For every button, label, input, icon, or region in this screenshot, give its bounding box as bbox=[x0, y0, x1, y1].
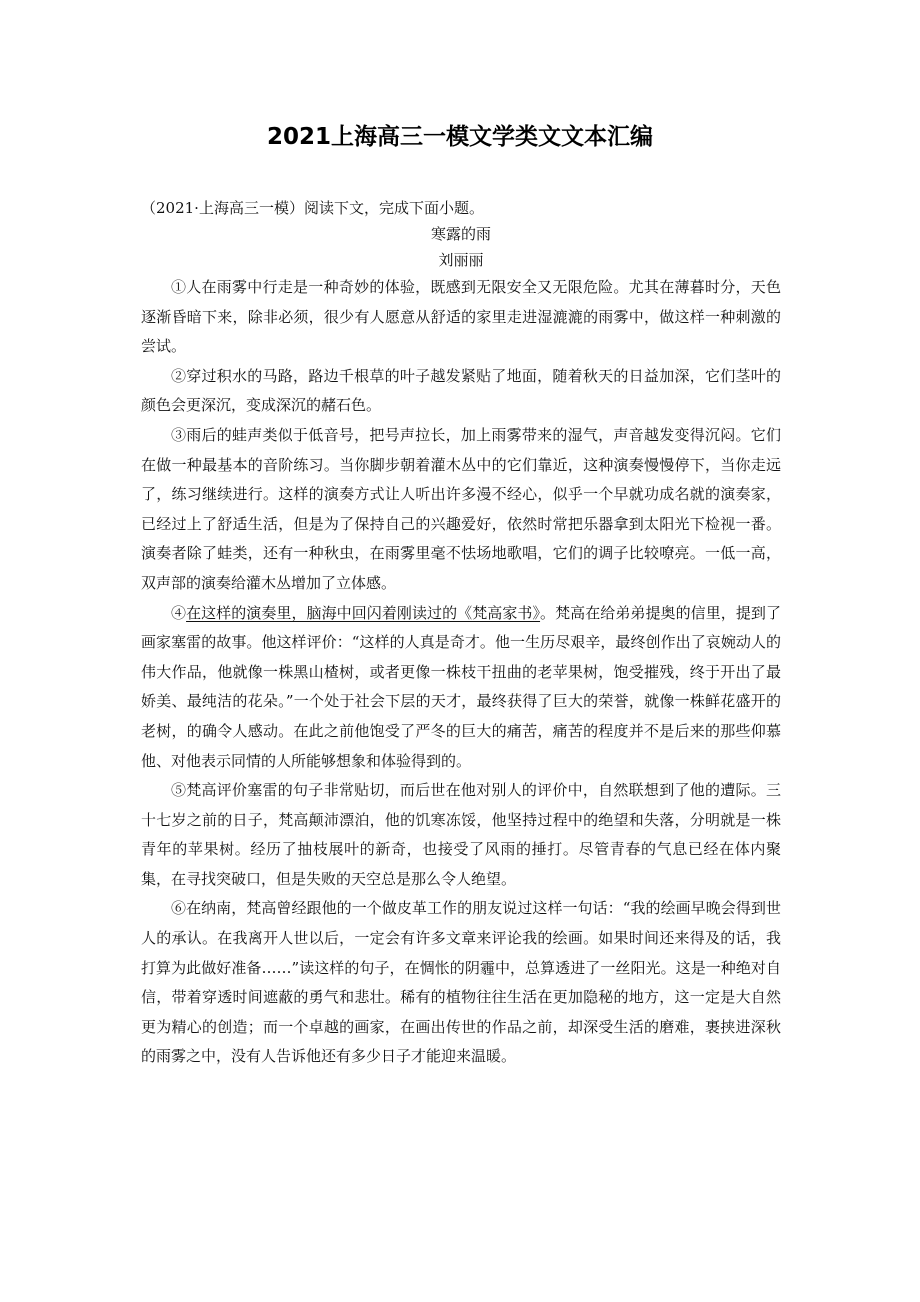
paragraph-number: ⑥ bbox=[171, 899, 187, 918]
paragraph-1 bbox=[141, 273, 781, 362]
paragraph-text: 。梵高在给弟弟提奥的信里，提到了画家塞雷的故事。他这样评价：“这样的人真是奇才。他一生历尽艰辛，最终创作出了哀婉动人的伟大作品，他就像一株黑山楂树，或者更像一株枝干扭曲的老苹果树，饱受摧残，终于开出了最娇美、最纯洁的花朵。”一个处于社会下层的天才，最终获得了巨大的荣誉，就像一株鲜花盛开的老树，的确令人感动。在此之前他饱受了严冬的巨大的痛苦，痛苦的程度并不是后来的那些仰慕他、对他表示同情的人所能够想象和体验得到的。 bbox=[141, 603, 781, 770]
article-body bbox=[141, 195, 781, 1072]
paragraph-4 bbox=[141, 599, 781, 777]
paragraph-text: 在纳南，梵高曾经跟他的一个做皮革工作的朋友说过这样一句话：“我的绘画早晚会得到世人的承认。在我离开人世以后，一定会有许多文章来评论我的绘画。如果时间还来得及的话，我打算为此做好准备……”读这样的句子，在惆怅的阴霾中，总算透进了一丝阳光。这是一种绝对自信，带着穿透时间遮蔽的勇气和悲壮。稀有的植物往往生活在更加隐秘的地方，这一定是大自然更为精心的创造；而一个卓越的画家，在画出传世的作品之前，却深受生活的磨难，裹挟进深秋的雨雾之中，没有人告诉他还有多少日子才能迎来温暖。 bbox=[141, 899, 781, 1066]
document-title: 2021上海高三一模文学类文文本汇编 bbox=[266, 124, 653, 150]
paragraph-number: ⑤ bbox=[171, 781, 187, 800]
paragraph-6 bbox=[141, 894, 781, 1072]
underlined-sentence: 在这样的演奏里，脑海中回闪着刚读过的《梵高家书》 bbox=[186, 603, 541, 622]
paragraph-text: 雨后的蛙声类似于低音号，把号声拉长，加上雨雾带来的湿气，声音越发变得沉闷。它们在做一种最基本的音阶练习。当你脚步朝着灌木丛中的它们靠近，这种演奏慢慢停下，当你走远了，练习继续进行。这样的演奏方式让人听出许多漫不经心，似乎一个早就功成名就的演奏家，已经过上了舒适生活，但是为了保持自己的兴趣爱好，依然时常把乐器拿到太阳光下检视一番。演奏者除了蛙类，还有一种秋虫，在雨雾里毫不怯场地歌唱，它们的调子比较嘹亮。一低一高，双声部的演奏给灌木丛增加了立体感。 bbox=[141, 425, 781, 592]
paragraph-text: 梵高评价塞雷的句子非常贴切，而后世在他对别人的评价中，自然联想到了他的遭际。三十七岁之前的日子，梵高颠沛漂泊，他的饥寒冻馁，他坚持过程中的绝望和失落，分明就是一株青年的苹果树。经历了抽枝展叶的新奇，也接受了风雨的捶打。尽管青春的气息已经在体内聚集，在寻找突破口，但是失败的天空总是那么令人绝望。 bbox=[141, 781, 781, 888]
paragraph-number: ③ bbox=[171, 425, 187, 444]
article-author: 刘丽丽 bbox=[438, 251, 484, 269]
paragraph-text: 穿过积水的马路，路边千根草的叶子越发紧贴了地面，随着秋天的日益加深，它们茎叶的颜色会更深沉，变成深沉的赭石色。 bbox=[141, 366, 781, 415]
paragraph-text: 人在雨雾中行走是一种奇妙的体验，既感到无限安全又无限危险。尤其在薄暮时分，天色逐渐昏暗下来，除非必须，很少有人愿意从舒适的家里走进湿漉漉的雨雾中，做这样一种刺激的尝试。 bbox=[141, 278, 781, 356]
paragraph-number: ② bbox=[171, 366, 187, 385]
source-line: （2021·上海高三一模）阅读下文，完成下面小题。 bbox=[141, 199, 484, 217]
paragraph-3 bbox=[141, 421, 781, 599]
paragraph-number: ④ bbox=[171, 603, 187, 622]
paragraph-number: ① bbox=[171, 278, 187, 296]
paragraph-5 bbox=[141, 776, 781, 894]
article-title: 寒露的雨 bbox=[430, 225, 491, 243]
paragraph-2 bbox=[141, 362, 781, 421]
